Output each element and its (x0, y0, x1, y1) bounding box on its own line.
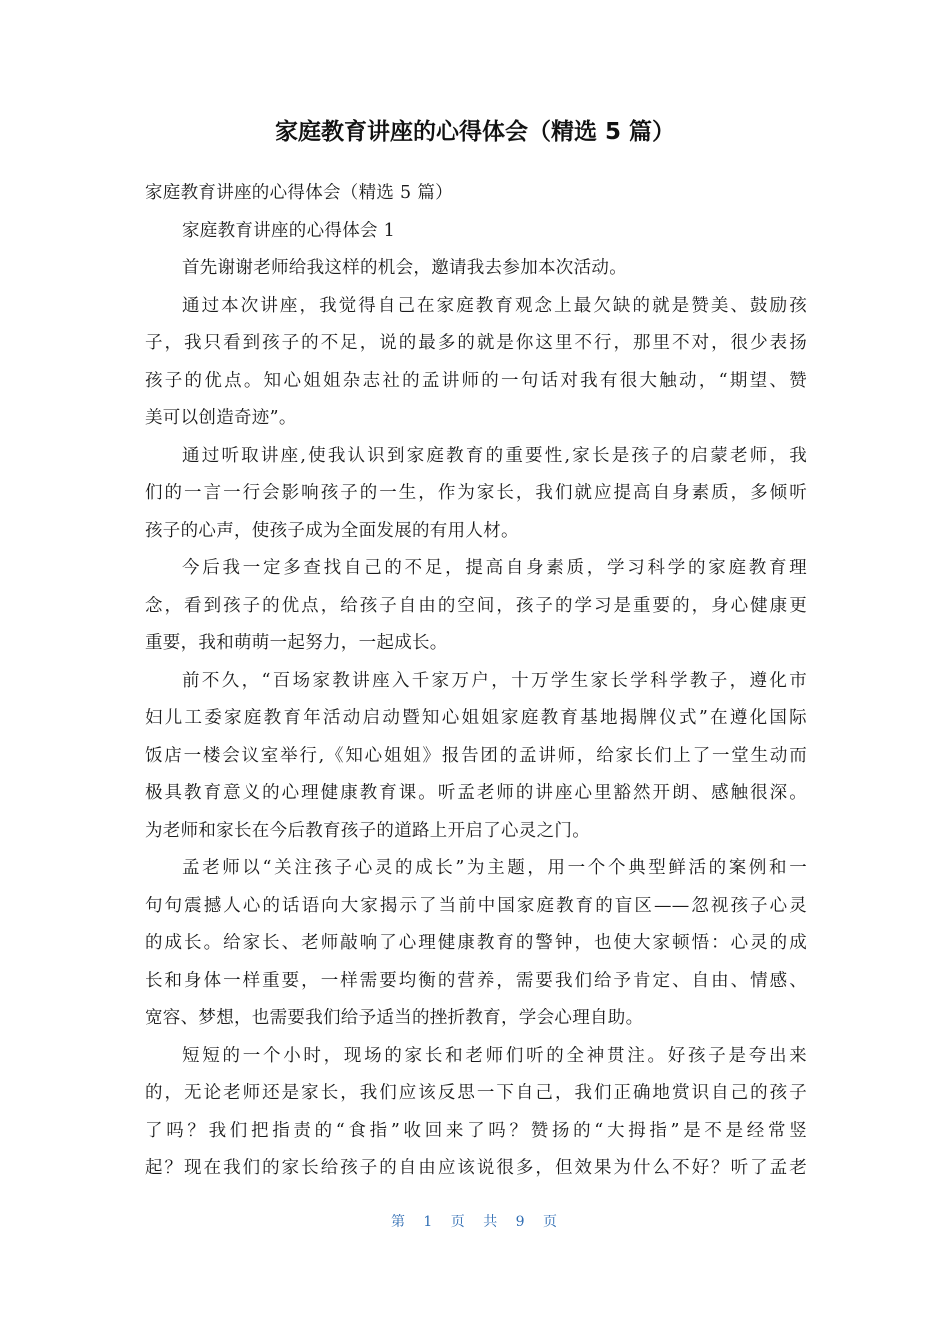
text-line: 子，我只看到孩子的不足，说的最多的就是你这里不行，那里不对，很少表扬 (145, 333, 807, 353)
text-line: 长和身体一样重要，一样需要均衡的营养，需要我们给予肯定、自由、情感、 (145, 970, 807, 991)
document-title: 家庭教育讲座的心得体会（精选 5 篇） (274, 119, 676, 145)
text-line: 的，无论老师还是家长，我们应该反思一下自己，我们正确地赏识自己的孩子 (145, 1083, 807, 1103)
text-line: 短短的一个小时，现场的家长和老师们听的全神贯注。好孩子是夸出来 (182, 1045, 807, 1066)
text-line: 通过本次讲座，我觉得自己在家庭教育观念上最欠缺的就是赞美、鼓励孩 (182, 295, 807, 316)
text-line: 家庭教育讲座的心得体会 1 (182, 220, 396, 241)
text-line: 饭店一楼会议室举行,《知心姐姐》报告团的孟讲师，给家长们上了一堂生动而 (145, 745, 807, 766)
text-line: 孩子的优点。知心姐姐杂志社的孟讲师的一句话对我有很大触动，“期望、赞 (145, 370, 807, 391)
text-line: 孩子的心声，使孩子成为全面发展的有用人材。 (145, 520, 519, 541)
text-line: 为老师和家长在今后教育孩子的道路上开启了心灵之门。 (145, 820, 590, 841)
text-line: 首先谢谢老师给我这样的机会，邀请我去参加本次活动。 (182, 258, 627, 278)
text-line: 今后我一定多查找自己的不足，提高自身素质，学习科学的家庭教育理 (182, 558, 807, 578)
text-line: 的成长。给家长、老师敲响了心理健康教育的警钟，也使大家顿悟：心灵的成 (145, 933, 807, 953)
text-line: 念，看到孩子的优点，给孩子自由的空间，孩子的学习是重要的，身心健康更 (145, 595, 807, 616)
text-line: 美可以创造奇迹”。 (145, 408, 297, 428)
text-line: 们的一言一行会影响孩子的一生，作为家长，我们就应提高自身素质，多倾听 (145, 483, 807, 503)
text-line: 宽容、梦想，也需要我们给予适当的挫折教育，学会心理自助。 (145, 1008, 644, 1028)
text-line: 孟老师以“关注孩子心灵的成长”为主题，用一个个典型鲜活的案例和一 (182, 858, 807, 878)
text-line: 了吗？我们把指责的“食指”收回来了吗？赞扬的“大拇指”是不是经常竖 (145, 1120, 807, 1141)
text-line: 句句震撼人心的话语向大家揭示了当前中国家庭教育的盲区——忽视孩子心灵 (145, 895, 807, 916)
text-line: 家庭教育讲座的心得体会（精选 5 篇） (145, 183, 453, 203)
page-number: 第 1 页 共 9 页 (390, 1214, 560, 1230)
text-line: 重要，我和萌萌一起努力，一起成长。 (145, 633, 448, 653)
text-line: 起？现在我们的家长给孩子的自由应该说很多，但效果为什么不好？听了孟老 (145, 1158, 807, 1178)
text-line: 妇儿工委家庭教育年活动启动暨知心姐姐家庭教育基地揭牌仪式”在遵化国际 (145, 708, 807, 728)
text-line: 前不久，“百场家教讲座入千家万户，十万学生家长学科学教子，遵化市 (182, 670, 807, 691)
document-body (145, 175, 807, 1188)
text-line: 通过听取讲座,使我认识到家庭教育的重要性,家长是孩子的启蒙老师，我 (182, 445, 807, 466)
text-line: 极具教育意义的心理健康教育课。听孟老师的讲座心里豁然开朗、感触很深。 (145, 783, 807, 803)
